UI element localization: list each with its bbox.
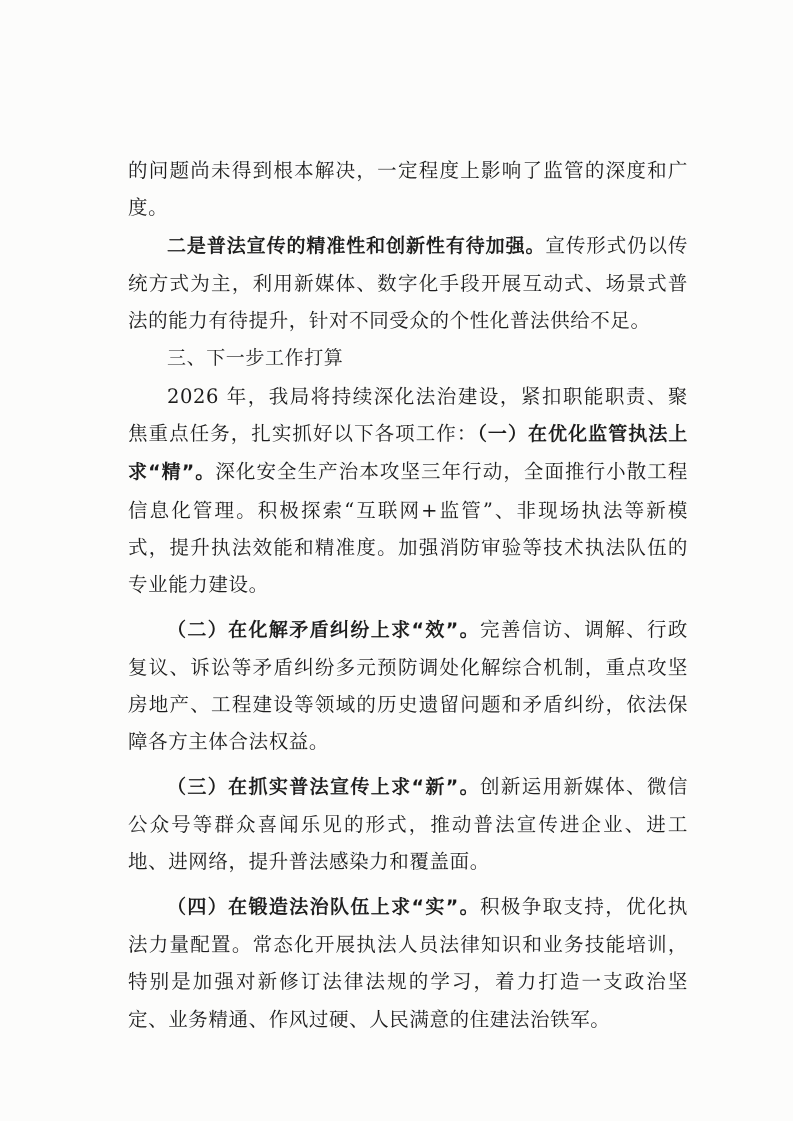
paragraph-lead: （三）在抓实普法宣传上求“新”。 bbox=[167, 775, 480, 798]
section-heading-text: 三、下一步工作打算 bbox=[167, 347, 344, 370]
paragraph-text: 的问题尚未得到根本解决，一定程度上影响了监管的深度和广度。 bbox=[128, 159, 688, 220]
paragraph-lead: （一）在优化监管执法上求“精”。 bbox=[128, 423, 688, 484]
paragraph-text: 深化安全生产治本攻坚三年行动，全面推行小散工程信息化管理。积极探索“互联网+监管”、非现场执法等新模式，提升执法效能和精准度。加强消防审验等技术执法队伍的专业能力建设。 bbox=[128, 460, 688, 597]
paragraph-intro bbox=[128, 152, 688, 227]
paragraph-item-3 bbox=[128, 768, 688, 881]
paragraph-item-4 bbox=[128, 888, 688, 1038]
paragraph-plan bbox=[128, 378, 688, 604]
paragraph-item-2 bbox=[128, 611, 688, 761]
paragraph-text: 创新运用新媒体、微信公众号等群众喜闻乐见的形式，推动普法宣传进企业、进工地、进网络，提升普法感染力和覆盖面。 bbox=[128, 774, 688, 874]
paragraph-problem-2 bbox=[128, 227, 688, 340]
paragraph-text: 2026 年，我局将持续深化法治建设，紧扣职能职责、聚焦重点任务，扎实抓好以下各项工作： bbox=[128, 384, 688, 446]
paragraph-lead: （二）在化解矛盾纠纷上求“效”。 bbox=[167, 618, 480, 641]
paragraph-text: 完善信访、调解、行政复议、诉讼等矛盾纠纷多元预防调处化解综合机制，重点攻坚房地产、工程建设等领域的历史遗留问题和矛盾纠纷，依法保障各方主体合法权益。 bbox=[128, 617, 688, 754]
document-body bbox=[128, 152, 688, 1038]
paragraph-lead: 二是普法宣传的精准性和创新性有待加强。 bbox=[167, 234, 546, 257]
paragraph-text: 宣传形式仍以传统方式为主，利用新媒体、数字化手段开展互动式、场景式普法的能力有待提升，针对不同受众的个性化普法供给不足。 bbox=[128, 233, 689, 333]
section-heading-3 bbox=[128, 339, 688, 377]
paragraph-lead: （四）在锻造法治队伍上求“实”。 bbox=[167, 895, 480, 918]
paragraph-text: 积极争取支持，优化执法力量配置。常态化开展执法人员法律知识和业务技能培训，特别是加强对新修订法律法规的学习，着力打造一支政治坚定、业务精通、作风过硬、人民满意的住建法治铁军。 bbox=[128, 894, 688, 1031]
